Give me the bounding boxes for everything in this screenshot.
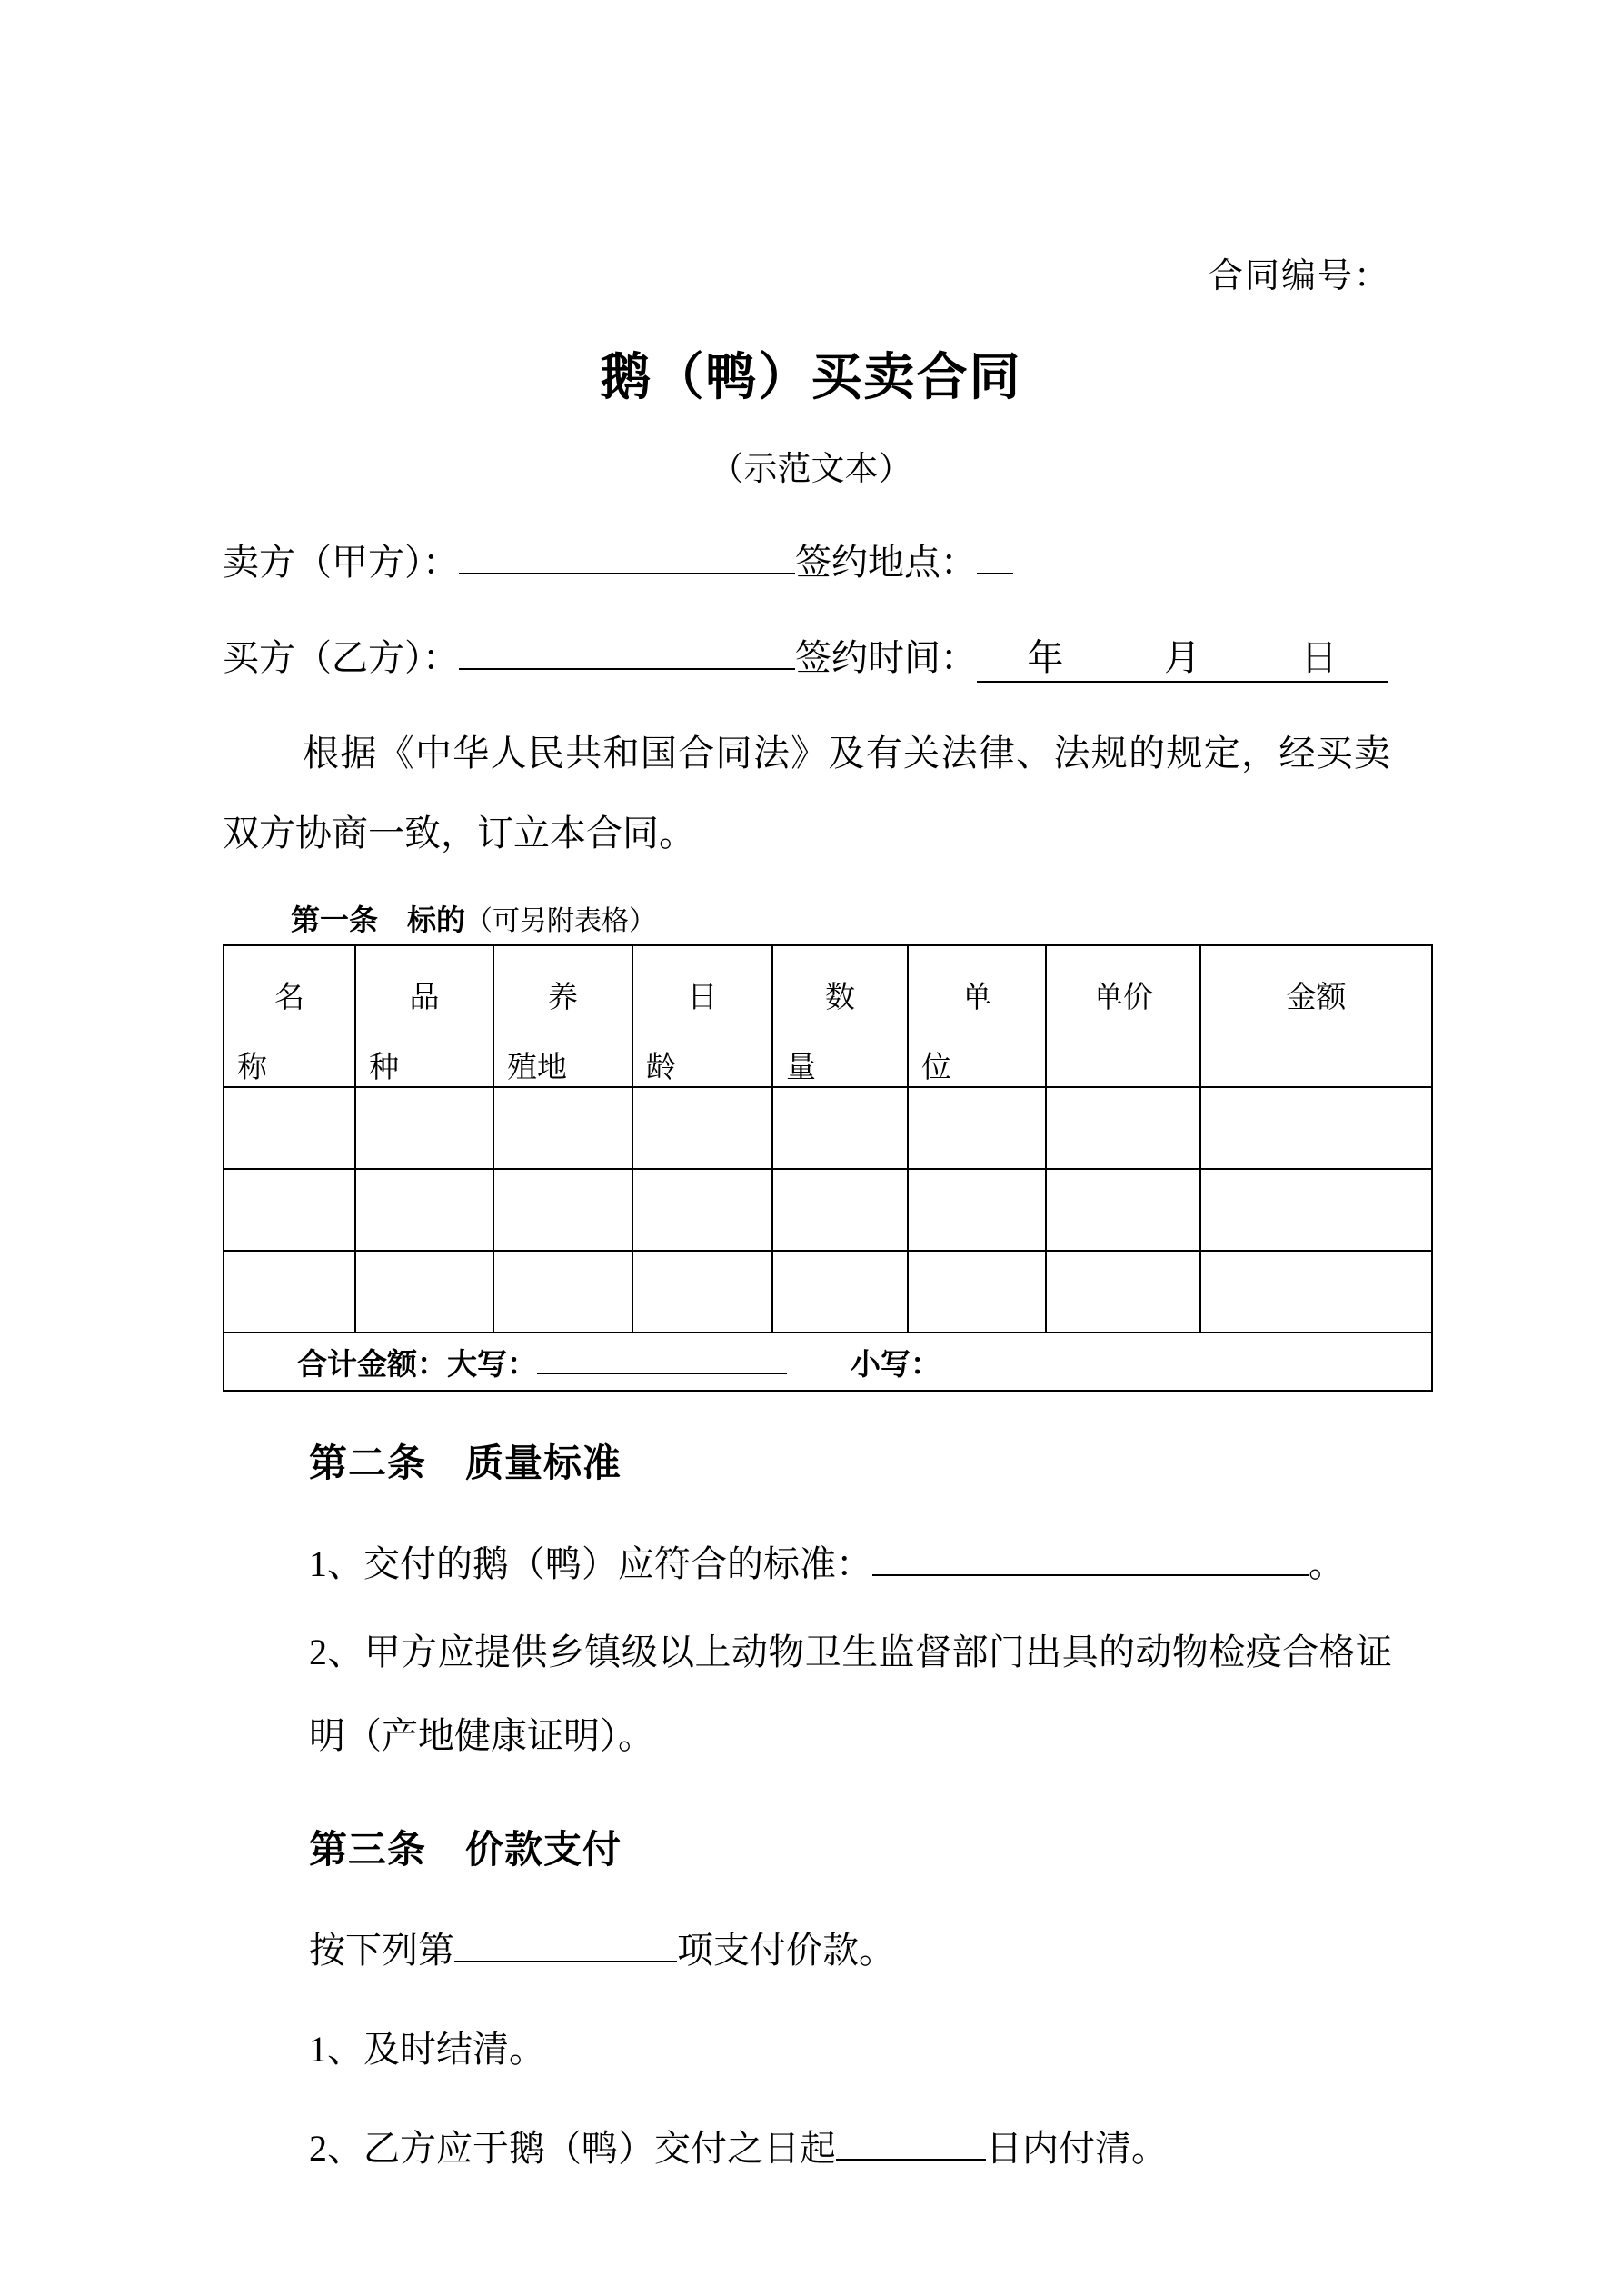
total-amount-label: 合计金额：大写： bbox=[297, 1348, 537, 1382]
table-cell bbox=[224, 1087, 355, 1169]
table-cell bbox=[355, 1251, 493, 1333]
sign-place-blank-field bbox=[977, 536, 1013, 574]
header-cell-farm bbox=[493, 945, 632, 1087]
article3-item2-suffix: 日内付清。 bbox=[986, 2128, 1168, 2169]
subject-table bbox=[223, 944, 1433, 1392]
table-cell bbox=[1046, 1169, 1200, 1251]
sign-date-blank-field bbox=[977, 629, 1388, 683]
buyer-label: 买方（乙方）： bbox=[223, 637, 459, 678]
table-cell bbox=[493, 1087, 632, 1169]
table-cell bbox=[632, 1251, 772, 1333]
article3-item2-prefix: 2、乙方应于鹅（鸭）交付之日起 bbox=[309, 2128, 836, 2169]
header-cell-amount bbox=[1200, 945, 1432, 1087]
total-amount-words-blank bbox=[537, 1343, 787, 1374]
article1-heading-title: 第一条 标的 bbox=[291, 903, 466, 936]
table-cell bbox=[908, 1169, 1046, 1251]
table-total-row bbox=[224, 1333, 1432, 1391]
header-unit-line2: 位 bbox=[921, 1052, 951, 1084]
table-cell bbox=[632, 1169, 772, 1251]
header-unit-line1: 单 bbox=[961, 982, 992, 1014]
article3-item2 bbox=[309, 2120, 1392, 2171]
article1-heading-note: （可另附表格） bbox=[465, 906, 657, 936]
header-unit-price-line1: 单价 bbox=[1093, 982, 1153, 1014]
article3-item1: 1、及时结清。 bbox=[309, 2029, 545, 2070]
article3-intro bbox=[309, 1922, 1392, 1973]
table-row bbox=[224, 1169, 1432, 1251]
standard-blank-field bbox=[872, 1538, 1309, 1576]
intro-paragraph: 根据《中华人民共和国合同法》及有关法律、法规的规定，经买卖双方协商一致，订立本合同。 bbox=[223, 733, 1390, 854]
header-name-line2: 称 bbox=[237, 1052, 267, 1084]
table-cell bbox=[224, 1169, 355, 1251]
table-cell bbox=[493, 1169, 632, 1251]
header-name-line1: 名 bbox=[274, 982, 304, 1014]
table-row bbox=[224, 1087, 1432, 1169]
day-label: 日 bbox=[1300, 637, 1338, 678]
header-age-line1: 日 bbox=[687, 982, 718, 1014]
header-cell-unit bbox=[908, 945, 1046, 1087]
sign-time-label: 签约时间： bbox=[795, 637, 977, 678]
payment-days-blank-field bbox=[836, 2122, 986, 2161]
table-cell bbox=[355, 1169, 493, 1251]
month-label: 月 bbox=[1163, 637, 1200, 678]
table-cell bbox=[772, 1169, 908, 1251]
article3-heading: 第三条 价款支付 bbox=[309, 1830, 622, 1872]
article2-item1-period: 。 bbox=[1309, 1543, 1345, 1584]
header-quantity-line1: 数 bbox=[825, 982, 855, 1014]
table-cell bbox=[1200, 1251, 1432, 1333]
table-row bbox=[224, 1251, 1432, 1333]
seller-label: 卖方（甲方）： bbox=[223, 542, 459, 583]
header-cell-age bbox=[632, 945, 772, 1087]
header-cell-name bbox=[224, 945, 355, 1087]
header-farm-line1: 养 bbox=[548, 982, 578, 1014]
table-cell bbox=[908, 1087, 1046, 1169]
seller-line bbox=[223, 534, 1622, 585]
articles-section bbox=[309, 1433, 1392, 2171]
header-quantity-line2: 量 bbox=[786, 1052, 816, 1084]
table-cell bbox=[772, 1251, 908, 1333]
table-cell bbox=[224, 1251, 355, 1333]
table-cell bbox=[1046, 1087, 1200, 1169]
table-cell bbox=[493, 1251, 632, 1333]
document-title: 鹅（鸭）买卖合同 bbox=[600, 350, 1022, 406]
payment-option-blank-field bbox=[454, 1924, 677, 1962]
article1-heading bbox=[291, 897, 1622, 939]
article2-heading: 第二条 质量标准 bbox=[309, 1443, 622, 1485]
article2-item1 bbox=[309, 1535, 1392, 1587]
header-breed-line2: 种 bbox=[369, 1052, 399, 1084]
header-cell-breed bbox=[355, 945, 493, 1087]
buyer-line bbox=[223, 629, 1622, 683]
table-header-row bbox=[224, 945, 1432, 1087]
table-cell bbox=[908, 1251, 1046, 1333]
table-cell bbox=[772, 1087, 908, 1169]
buyer-blank-field bbox=[459, 632, 795, 670]
header-cell-quantity bbox=[772, 945, 908, 1087]
table-cell bbox=[1046, 1251, 1200, 1333]
total-amount-cell bbox=[224, 1333, 1432, 1391]
table-cell bbox=[1200, 1087, 1432, 1169]
header-amount-line1: 金额 bbox=[1286, 982, 1347, 1014]
article2-item2: 2、甲方应提供乡镇级以上动物卫生监督部门出具的动物检疫合格证明（产地健康证明）。 bbox=[309, 1632, 1392, 1756]
total-amount-figures-label: 小写： bbox=[851, 1348, 940, 1382]
article2-item1-text: 1、交付的鹅（鸭）应符合的标准： bbox=[309, 1543, 872, 1584]
sign-place-label: 签约地点： bbox=[795, 542, 977, 583]
header-age-line2: 龄 bbox=[646, 1052, 676, 1084]
year-label: 年 bbox=[1027, 637, 1064, 678]
document-subtitle: （示范文本） bbox=[710, 451, 912, 488]
header-farm-line2: 殖地 bbox=[507, 1052, 567, 1084]
article3-intro-prefix: 按下列第 bbox=[309, 1930, 454, 1971]
contract-number-label: 合同编号： bbox=[1208, 257, 1390, 295]
table-cell bbox=[1200, 1169, 1432, 1251]
seller-blank-field bbox=[459, 536, 795, 574]
table-cell bbox=[632, 1087, 772, 1169]
table-cell bbox=[355, 1087, 493, 1169]
header-breed-line1: 品 bbox=[409, 982, 440, 1014]
header-cell-unit-price bbox=[1046, 945, 1200, 1087]
article3-intro-suffix: 项支付价款。 bbox=[677, 1930, 895, 1971]
